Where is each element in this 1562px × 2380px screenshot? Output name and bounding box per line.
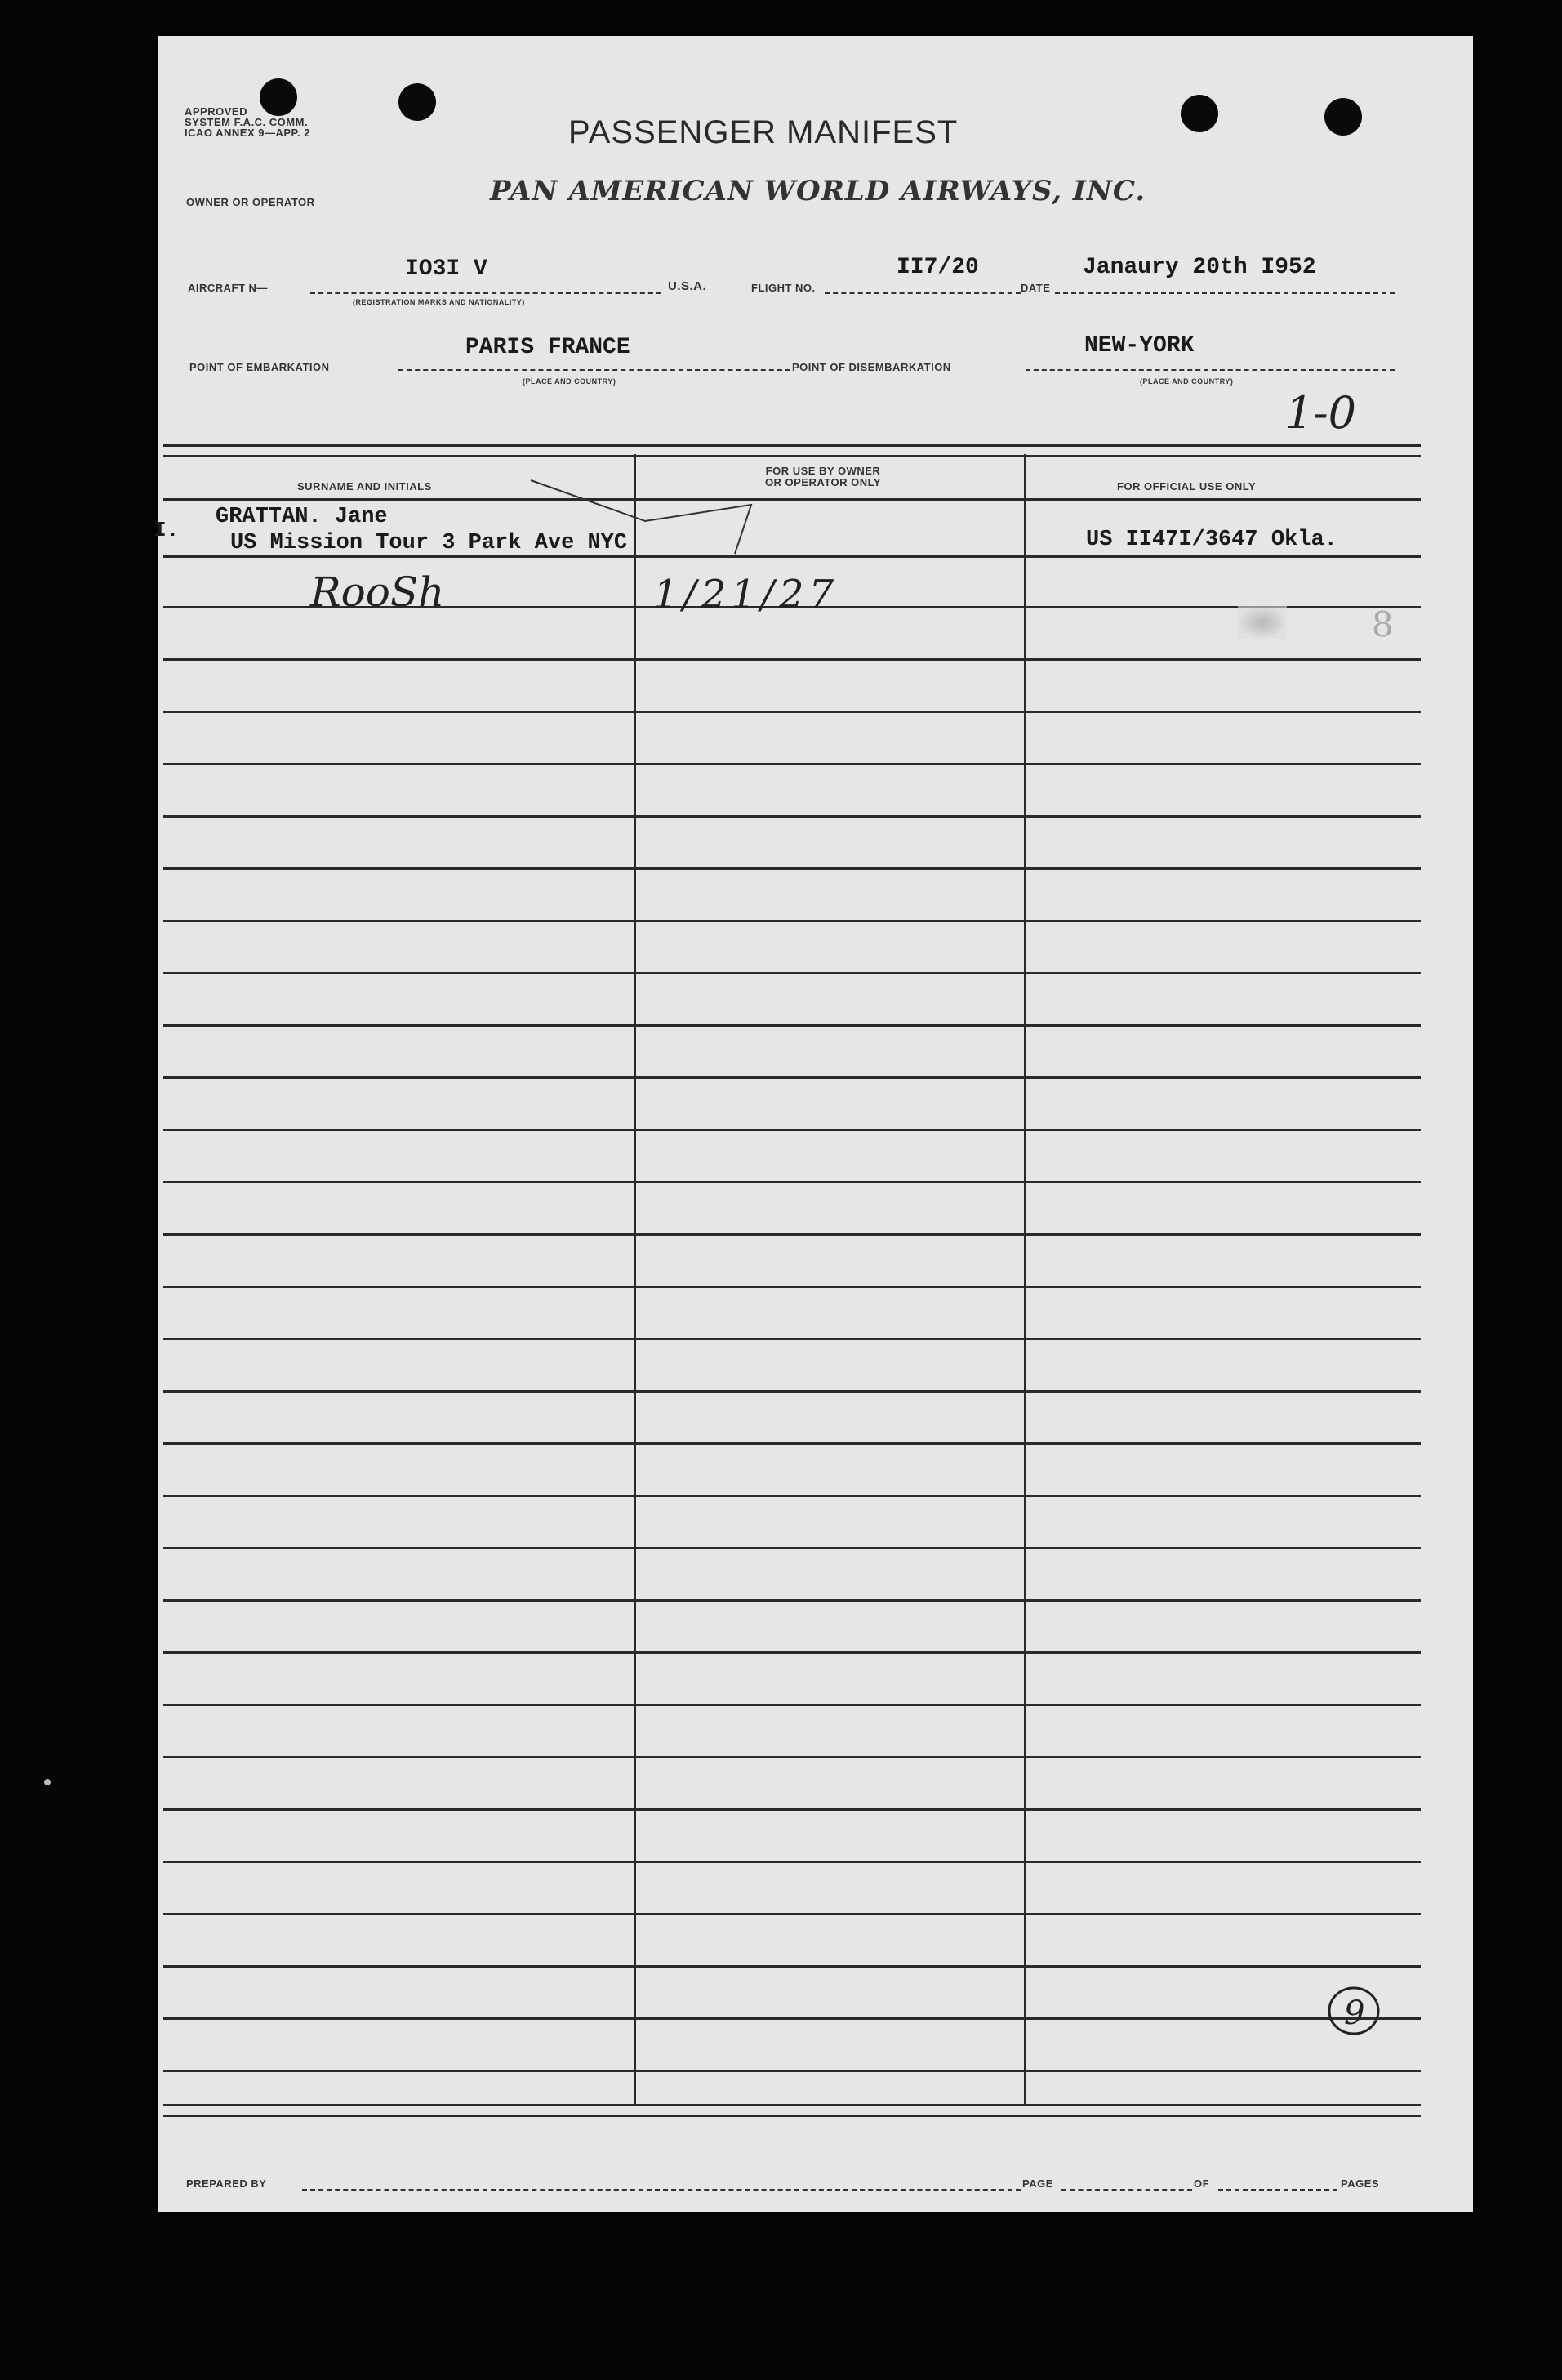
date-line (1055, 292, 1395, 294)
row-rule (163, 867, 1421, 870)
aircraft-sublabel: (REGISTRATION MARKS AND NATIONALITY) (353, 298, 525, 306)
corner-mark-text: 9 (1344, 1994, 1365, 2032)
row-rule (163, 1181, 1421, 1183)
row-rule (163, 1024, 1421, 1027)
punch-hole (398, 83, 436, 121)
row-rule (163, 1913, 1421, 1915)
row-rule (163, 1599, 1421, 1602)
row-rule (163, 1076, 1421, 1079)
row-rule (163, 555, 1421, 558)
row-rule (163, 1704, 1421, 1706)
row-rule (163, 498, 1421, 501)
passenger-name: GRATTAN. Jane (216, 505, 388, 529)
col-owner-header-line: OR OPERATOR ONLY (764, 476, 882, 488)
row-rule (163, 1756, 1421, 1758)
aircraft-label: AIRCRAFT N— (188, 282, 268, 294)
official-entry: US II47I/3647 Okla. (1086, 528, 1337, 552)
approval-line: ICAO ANNEX 9—APP. 2 (185, 127, 310, 139)
disembark-label: POINT OF DISEMBARKATION (792, 361, 951, 373)
row-rule (163, 1442, 1421, 1445)
date-value: Janaury 20th I952 (1083, 255, 1316, 280)
punch-hole (1324, 98, 1362, 136)
row-rule (163, 2017, 1421, 2020)
of-line (1218, 2189, 1337, 2191)
flight-line (825, 292, 1021, 294)
col-official-header: FOR OFFICIAL USE ONLY (1117, 480, 1257, 492)
column-divider (1024, 454, 1026, 2104)
row-rule (163, 658, 1421, 661)
pages-label: PAGES (1341, 2177, 1380, 2190)
col-owner-header-line: FOR USE BY OWNER (765, 465, 881, 477)
corner-circle-mark (1323, 1983, 1388, 2040)
approval-line: SYSTEM F.A.C. COMM. (185, 116, 309, 128)
disembark-sublabel: (PLACE AND COUNTRY) (1140, 377, 1234, 386)
approval-line: APPROVED (185, 105, 247, 118)
row-rule (163, 1129, 1421, 1131)
row-rule (163, 815, 1421, 818)
row-rule (163, 1338, 1421, 1340)
punch-hole (1181, 95, 1218, 132)
row-rule (163, 1495, 1421, 1497)
table-bottom-rule (163, 2104, 1421, 2117)
embark-sublabel: (PLACE AND COUNTRY) (523, 377, 616, 386)
handwritten-date: 1/21/27 (653, 572, 839, 617)
owner-label: OWNER OR OPERATOR (186, 196, 315, 208)
col-surname-header: SURNAME AND INITIALS (297, 480, 432, 492)
aircraft-value: IO3I V (405, 256, 487, 282)
row-rule (163, 1965, 1421, 1968)
owner-name: PAN AMERICAN WORLD AIRWAYS, INC. (490, 175, 1146, 207)
flight-value: II7/20 (897, 255, 979, 280)
row-rule (163, 1651, 1421, 1654)
page-label: PAGE (1022, 2177, 1053, 2190)
embark-label: POINT OF EMBARKATION (189, 361, 330, 373)
approval-note (185, 106, 310, 138)
row-rule (163, 1547, 1421, 1549)
row-rule (163, 1861, 1421, 1863)
row-rule (163, 920, 1421, 922)
row-rule (163, 972, 1421, 974)
stamp-mark (1238, 606, 1287, 639)
speck (44, 1779, 51, 1785)
embark-value: PARIS FRANCE (465, 335, 630, 360)
row-rule (163, 711, 1421, 713)
row-rule (163, 2070, 1421, 2072)
aircraft-line (310, 292, 661, 294)
column-divider (634, 454, 636, 2104)
handwritten-count: 1-0 (1285, 387, 1356, 439)
row-rule (163, 1233, 1421, 1236)
stamp-number: 8 (1372, 604, 1394, 644)
disembark-line (1026, 369, 1395, 371)
row-rule (163, 1390, 1421, 1393)
pen-stroke (523, 472, 768, 562)
table-top-rule (163, 444, 1421, 457)
row-rule (163, 1808, 1421, 1811)
prepared-by-line (302, 2189, 1021, 2191)
embark-line (398, 369, 790, 371)
nationality: U.S.A. (668, 279, 707, 293)
of-label: OF (1194, 2177, 1210, 2190)
form-title: PASSENGER MANIFEST (568, 114, 959, 150)
row-rule (163, 763, 1421, 765)
row-rule (163, 1286, 1421, 1288)
disembark-value: NEW-YORK (1084, 333, 1195, 359)
page-line (1061, 2189, 1192, 2191)
passenger-signature: RooSh (310, 568, 445, 616)
prepared-by-label: PREPARED BY (186, 2177, 267, 2190)
passenger-number: I. (154, 518, 180, 542)
passenger-address: US Mission Tour 3 Park Ave NYC (230, 531, 628, 555)
flight-label: FLIGHT NO. (751, 282, 816, 294)
date-label: DATE (1021, 282, 1051, 294)
